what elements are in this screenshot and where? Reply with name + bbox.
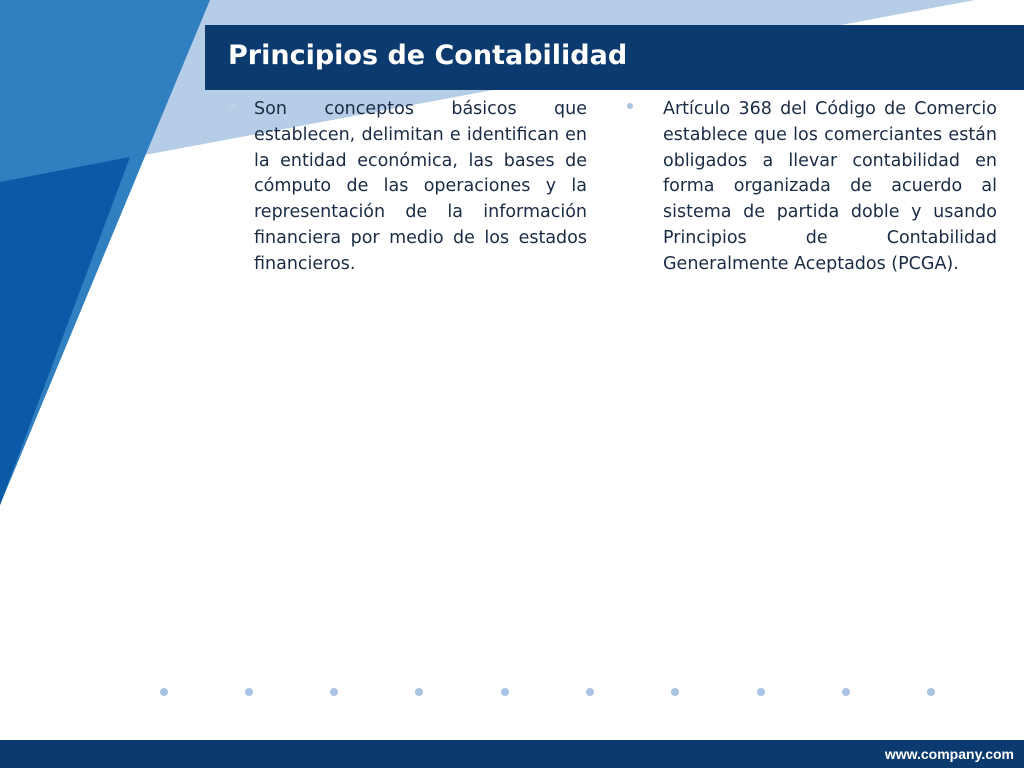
bullet-dot-left bbox=[230, 103, 236, 109]
bullet-text-right: Artículo 368 del Código de Comercio establece que los comerciantes están obligados a llevar contabilidad en forma organizada de acuerdo al sistema de partida doble y usando Principios de Contabilidad Generalmente Aceptados (PCGA). bbox=[663, 99, 997, 274]
footer-url: www.company.com bbox=[884, 746, 1014, 762]
decorative-dot bbox=[160, 688, 168, 696]
decorative-dot bbox=[245, 688, 253, 696]
decorative-dot-row bbox=[0, 688, 1024, 698]
decorative-dot bbox=[757, 688, 765, 696]
bullet-dot-right bbox=[627, 103, 633, 109]
decorative-dot bbox=[927, 688, 935, 696]
decorative-dot bbox=[501, 688, 509, 696]
decorative-dot bbox=[415, 688, 423, 696]
decorative-dot bbox=[842, 688, 850, 696]
decorative-dot bbox=[671, 688, 679, 696]
bullet-text-left: Son conceptos básicos que establecen, delimitan e identifican en la entidad económica, las bases de cómputo de las operaciones y la representación de la información financiera por medio de los estados financieros. bbox=[254, 99, 587, 274]
decorative-dot bbox=[330, 688, 338, 696]
footer-bar bbox=[0, 740, 1024, 768]
decorative-dot bbox=[586, 688, 594, 696]
deep-blue-wedge bbox=[0, 157, 130, 505]
title-bar bbox=[205, 25, 1024, 90]
slide-title: Principios de Contabilidad bbox=[228, 40, 628, 71]
